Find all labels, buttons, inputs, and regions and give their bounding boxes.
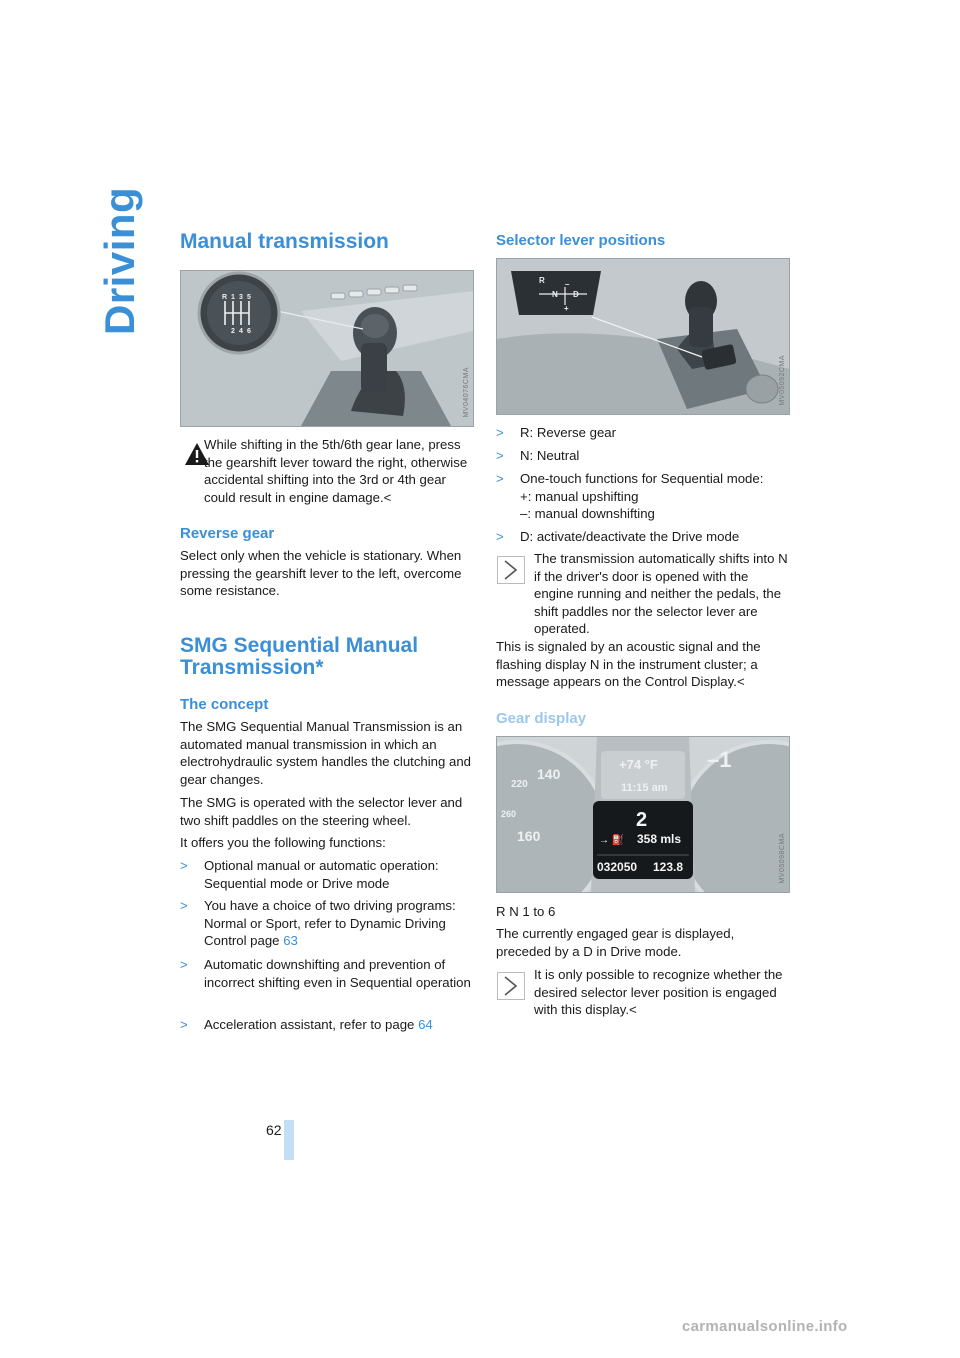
end-mark: <	[383, 489, 392, 505]
svg-text:5: 5	[247, 294, 251, 301]
list-item	[496, 528, 790, 546]
selector-label-n: N	[552, 290, 558, 299]
list-item	[496, 424, 790, 442]
speed-mark-220: 220	[511, 779, 528, 790]
heading-concept: The concept	[180, 696, 269, 713]
bullet-text: You have a choice of two driving programs: Normal or Sport, refer to Dynamic Driving Control page	[204, 898, 456, 948]
heading-selector-positions: Selector lever positions	[496, 232, 666, 249]
note1-text: The transmission automatically shifts into N if the driver's door is opened with the engine running and neither the pedals, the shift paddles nor the selector lever are operated.	[534, 551, 788, 636]
bullet-mark: >	[180, 1017, 188, 1032]
bullet-mark: >	[180, 957, 188, 972]
bullet-mark: >	[496, 529, 504, 544]
temperature: +74 °F	[619, 757, 658, 772]
list-item	[496, 447, 790, 465]
list-item	[180, 897, 472, 950]
bullet-text: Acceleration assistant, refer to page	[204, 1017, 415, 1032]
list-item	[496, 470, 790, 523]
bullet-mark: >	[496, 448, 504, 463]
selector-label-r: R	[539, 276, 545, 285]
warning-paragraph	[180, 436, 472, 506]
page-link-63[interactable]: 63	[283, 933, 298, 948]
rpm-mark: –1	[707, 747, 732, 772]
bullet-mark: >	[496, 471, 504, 486]
range-readout: 358 mls	[637, 832, 682, 846]
selector-lever-photo	[496, 258, 790, 415]
odometer: 032050	[597, 860, 638, 874]
sub-downshift: –: manual downshifting	[520, 506, 655, 521]
gearshift-illustration	[181, 271, 473, 426]
page-marker-bar	[284, 1120, 294, 1160]
page-link-64[interactable]: 64	[418, 1017, 433, 1032]
end-mark: <	[736, 674, 745, 689]
bullet-text: N: Neutral	[520, 448, 580, 463]
sub-upshift: +: manual upshifting	[520, 488, 639, 504]
selector-label-d: D	[573, 290, 579, 299]
svg-text:4: 4	[239, 328, 243, 335]
heading-reverse-gear: Reverse gear	[180, 525, 275, 542]
note2-text: It is only possible to recognize whether the desired selector lever position is engaged with this display.<	[534, 967, 783, 1017]
trip-meter: 123.8	[653, 860, 684, 874]
photo-code: MV05092CMA	[779, 355, 786, 406]
concept-p2: The SMG is operated with the selector lever and two shift paddles on the steering wheel.	[180, 795, 463, 828]
bullet-text: D: activate/deactivate the Drive mode	[520, 529, 740, 544]
note1b	[496, 638, 790, 691]
heading-smg-line1: SMG Sequential Manual	[180, 634, 419, 657]
end-mark: <	[629, 1002, 637, 1017]
bullet-mark: >	[180, 858, 188, 873]
bullet-text: R: Reverse gear	[520, 425, 617, 440]
heading-smg-line2: Transmission*	[180, 656, 324, 679]
gear-r-label: R	[222, 294, 228, 301]
photo-code: MV05098CMA	[779, 833, 786, 884]
note2	[496, 966, 790, 1019]
bullet-text: Optional manual or automatic operation: Sequential mode or Drive mode	[204, 858, 439, 891]
selector-lever-illustration	[497, 259, 789, 414]
heading-manual-transmission: Manual transmission	[180, 230, 389, 253]
footer-watermark: carmanualsonline.info	[682, 1318, 848, 1335]
concept-p3: It offers you the following functions:	[180, 835, 386, 850]
gear-range: R N 1 to 6	[496, 904, 556, 919]
svg-text:→ ⛽: → ⛽	[599, 835, 625, 846]
bullet-mark: >	[496, 425, 504, 440]
note1	[496, 550, 790, 638]
heading-gear-display: Gear display	[496, 710, 587, 727]
instrument-cluster-illustration	[497, 737, 789, 892]
gearshift-photo	[180, 270, 474, 427]
bullet-text: One-touch functions for Sequential mode:	[520, 471, 764, 486]
speed-mark-160: 160	[517, 828, 541, 844]
svg-text:6: 6	[247, 328, 251, 335]
bullet-mark: >	[180, 898, 188, 913]
reverse-text: Select only when the vehicle is stationary. When pressing the gearshift lever to the left, overcome some resistance.	[180, 548, 462, 598]
list-item	[180, 956, 472, 991]
concept-p1: The SMG Sequential Manual Transmission is an automated manual transmission in which an electrohydraulic system handles the clutching and gear changes.	[180, 719, 472, 787]
svg-text:3: 3	[239, 294, 243, 301]
clock-time: 11:15 am	[621, 782, 668, 794]
svg-text:2: 2	[231, 328, 235, 335]
page-number: 62	[266, 1122, 282, 1138]
selector-label-minus: –	[565, 280, 570, 289]
bullet-text: Automatic downshifting and prevention of incorrect shifting even in Sequential operation	[204, 957, 471, 990]
gear-text: The currently engaged gear is displayed, preceded by a D in Drive mode.	[496, 926, 735, 959]
list-item	[180, 1016, 472, 1034]
section-title: Driving	[96, 186, 143, 335]
photo-code: MV04076CMA	[463, 367, 470, 418]
note1b-text: This is signaled by an acoustic signal and the flashing display N in the instrument cluster; a message appears on the Control Display.	[496, 639, 761, 689]
current-gear: 2	[636, 809, 648, 831]
svg-text:1: 1	[231, 294, 235, 301]
gear-display-photo	[496, 736, 790, 893]
speed-mark-140: 140	[537, 766, 561, 782]
list-item	[180, 857, 472, 892]
warning-text: While shifting in the 5th/6th gear lane, press the gearshift lever toward the right, otherwise accidental shifting into the 3rd or 4th gear could result in engine damage.<	[204, 437, 468, 505]
speed-mark-260: 260	[501, 809, 517, 819]
selector-label-plus: +	[564, 304, 569, 313]
